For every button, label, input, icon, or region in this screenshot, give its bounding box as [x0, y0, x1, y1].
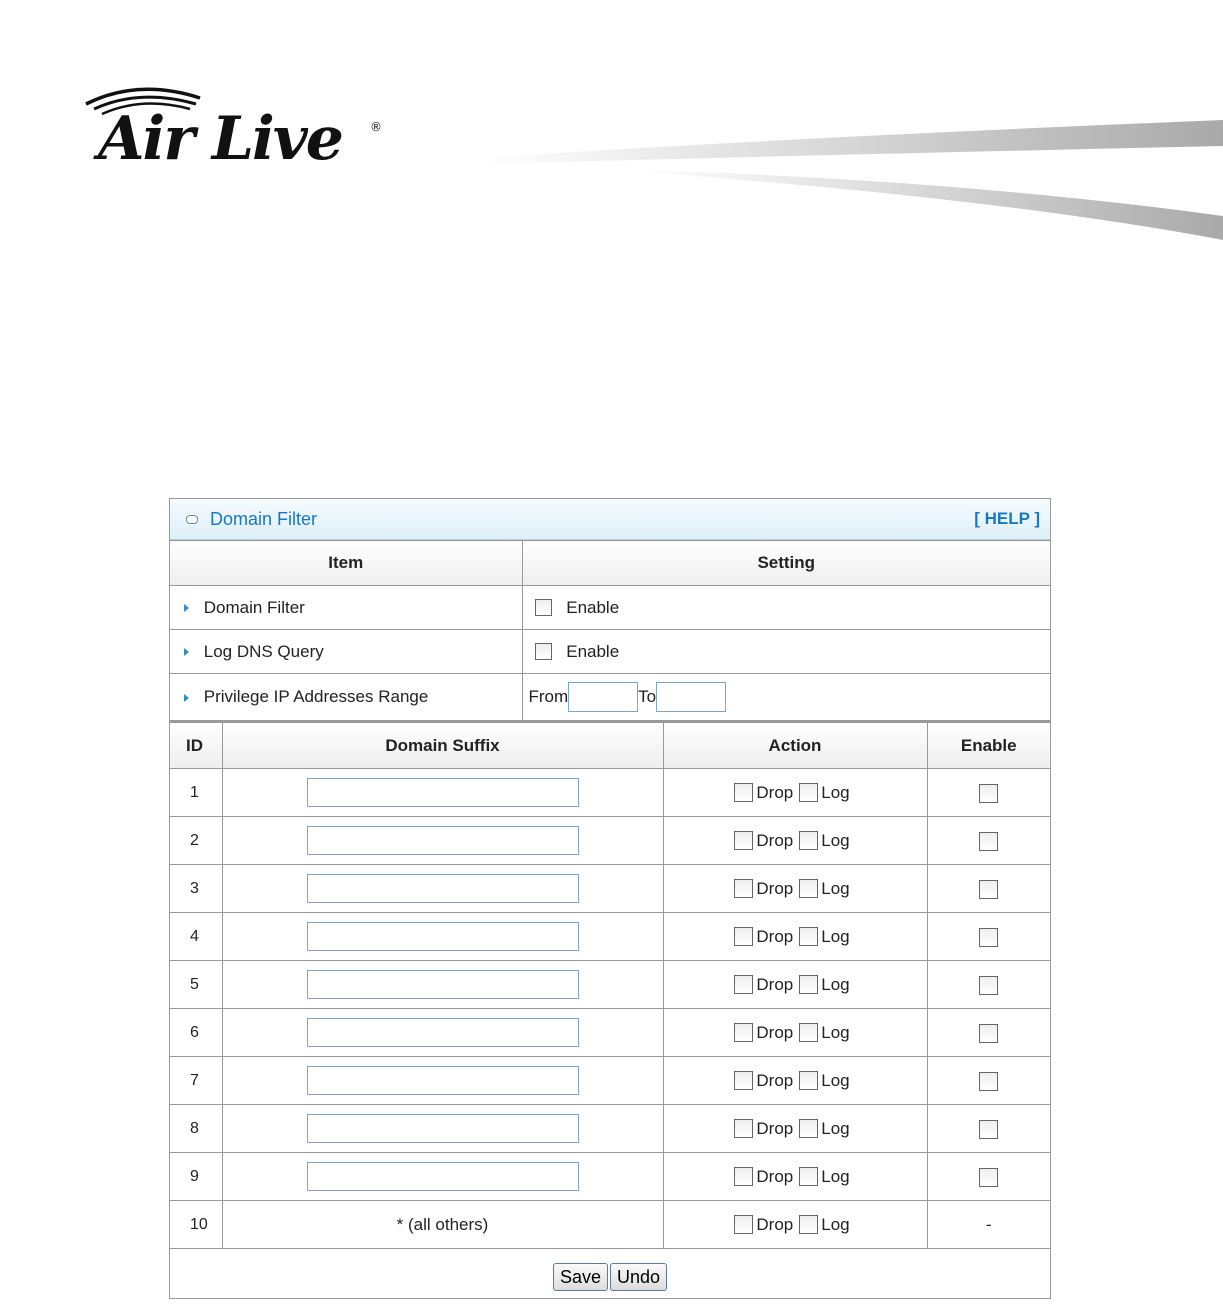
suffix-cell: [222, 1201, 663, 1249]
enable-cell: [927, 1009, 1050, 1057]
suffix-cell: [222, 1009, 663, 1057]
log-label: Log: [821, 1215, 849, 1234]
suffix-cell: [222, 865, 663, 913]
action-cell: [663, 913, 927, 961]
settings-header-row: [170, 541, 1050, 586]
rule-id: 8: [170, 1105, 222, 1153]
enable-cell: [927, 961, 1050, 1009]
domain-suffix-input[interactable]: [307, 922, 579, 951]
domain-filter-panel: [169, 498, 1051, 1299]
domain-filter-row: [170, 586, 1050, 630]
rule-enable-checkbox[interactable]: [979, 832, 998, 851]
arrow-right-icon: [184, 604, 189, 612]
log-dns-query-row: [170, 630, 1050, 674]
panel-title: Domain Filter: [210, 509, 317, 530]
drop-checkbox[interactable]: [734, 783, 753, 802]
log-dns-query-enable-label: Enable: [566, 642, 619, 661]
domain-suffix-input[interactable]: [307, 970, 579, 999]
suffix-cell: [222, 1153, 663, 1201]
log-checkbox[interactable]: [799, 927, 818, 946]
enable-cell: [927, 1105, 1050, 1153]
domain-filter-item: [170, 586, 522, 630]
from-ip-input[interactable]: [568, 682, 638, 712]
rule-id: 4: [170, 913, 222, 961]
drop-label: Drop: [756, 975, 793, 994]
enable-placeholder: -: [986, 1215, 992, 1234]
rule-id: 2: [170, 817, 222, 865]
rule-id: 10: [170, 1201, 222, 1249]
table-row: [170, 913, 1050, 961]
log-checkbox[interactable]: [799, 783, 818, 802]
log-dns-query-label: Log DNS Query: [204, 642, 324, 661]
registered-mark: ®: [370, 120, 382, 134]
domain-suffix-input[interactable]: [307, 1066, 579, 1095]
domain-suffix-input[interactable]: [307, 826, 579, 855]
table-row: [170, 1105, 1050, 1153]
all-others-text: * (all others): [397, 1215, 489, 1234]
domain-filter-enable-checkbox[interactable]: [535, 599, 552, 616]
action-cell: [663, 769, 927, 817]
log-label: Log: [821, 927, 849, 946]
save-button[interactable]: Save: [553, 1263, 608, 1291]
action-cell: [663, 1009, 927, 1057]
id-header: ID: [170, 722, 222, 769]
log-checkbox[interactable]: [799, 1023, 818, 1042]
suffix-cell: [222, 961, 663, 1009]
domain-suffix-input[interactable]: [307, 1018, 579, 1047]
domain-suffix-header: Domain Suffix: [222, 722, 663, 769]
rule-enable-checkbox[interactable]: [979, 784, 998, 803]
drop-checkbox[interactable]: [734, 879, 753, 898]
domain-suffix-input[interactable]: [307, 1114, 579, 1143]
action-cell: [663, 1057, 927, 1105]
suffix-cell: [222, 1057, 663, 1105]
table-row: [170, 1057, 1050, 1105]
drop-label: Drop: [756, 831, 793, 850]
arrow-right-icon: [184, 648, 189, 656]
domain-filter-label: Domain Filter: [204, 598, 305, 617]
enable-cell: [927, 1057, 1050, 1105]
privilege-ip-label: Privilege IP Addresses Range: [204, 687, 429, 706]
rule-id: 7: [170, 1057, 222, 1105]
log-label: Log: [821, 1023, 849, 1042]
log-label: Log: [821, 1119, 849, 1138]
privilege-ip-setting: [522, 674, 1050, 721]
table-row: [170, 769, 1050, 817]
drop-checkbox[interactable]: [734, 831, 753, 850]
help-link[interactable]: [ HELP ]: [974, 509, 1040, 529]
settings-table: [170, 540, 1050, 721]
log-label: Log: [821, 1071, 849, 1090]
domain-suffix-input[interactable]: [307, 1162, 579, 1191]
rule-enable-checkbox[interactable]: [979, 1024, 998, 1043]
table-row: [170, 961, 1050, 1009]
setting-header: Setting: [522, 541, 1050, 586]
log-dns-query-setting: [522, 630, 1050, 674]
rule-enable-checkbox[interactable]: [979, 1120, 998, 1139]
airlive-logo: [78, 82, 398, 182]
privilege-ip-item: [170, 674, 522, 721]
suffix-cell: [222, 769, 663, 817]
bullet-icon: [186, 515, 198, 524]
from-label: From: [529, 687, 569, 706]
log-label: Log: [821, 975, 849, 994]
drop-checkbox[interactable]: [734, 1071, 753, 1090]
log-label: Log: [821, 831, 849, 850]
table-row: [170, 817, 1050, 865]
table-row: [170, 1201, 1050, 1249]
drop-label: Drop: [756, 1023, 793, 1042]
rule-enable-checkbox[interactable]: [979, 976, 998, 995]
header-swoosh-graphic: [480, 110, 1223, 250]
enable-header: Enable: [927, 722, 1050, 769]
panel-header: [170, 499, 1050, 540]
drop-label: Drop: [756, 927, 793, 946]
log-dns-query-item: [170, 630, 522, 674]
domain-suffix-input[interactable]: [307, 778, 579, 807]
action-header: Action: [663, 722, 927, 769]
drop-checkbox[interactable]: [734, 1023, 753, 1042]
action-cell: [663, 1105, 927, 1153]
domain-filter-setting: [522, 586, 1050, 630]
to-label: To: [638, 687, 656, 706]
action-cell: [663, 1201, 927, 1249]
arrow-right-icon: [184, 694, 189, 702]
drop-label: Drop: [756, 783, 793, 802]
to-ip-input[interactable]: [656, 682, 726, 712]
enable-cell: [927, 1201, 1050, 1249]
rule-enable-checkbox[interactable]: [979, 1072, 998, 1091]
item-header: Item: [170, 541, 522, 586]
drop-checkbox[interactable]: [734, 975, 753, 994]
enable-cell: [927, 865, 1050, 913]
enable-cell: [927, 817, 1050, 865]
rule-id: 1: [170, 769, 222, 817]
footer-cell: [170, 1249, 1050, 1305]
drop-label: Drop: [756, 1167, 793, 1186]
drop-checkbox[interactable]: [734, 1119, 753, 1138]
log-checkbox[interactable]: [799, 831, 818, 850]
drop-checkbox[interactable]: [734, 1215, 753, 1234]
rule-id: 3: [170, 865, 222, 913]
action-cell: [663, 1153, 927, 1201]
log-checkbox[interactable]: [799, 879, 818, 898]
log-label: Log: [821, 783, 849, 802]
enable-cell: [927, 769, 1050, 817]
log-checkbox[interactable]: [799, 1071, 818, 1090]
domain-suffix-input[interactable]: [307, 874, 579, 903]
rule-id: 6: [170, 1009, 222, 1057]
rule-enable-checkbox[interactable]: [979, 880, 998, 899]
log-checkbox[interactable]: [799, 1119, 818, 1138]
log-label: Log: [821, 1167, 849, 1186]
domain-rules-table: [170, 721, 1050, 1305]
rule-id: 9: [170, 1153, 222, 1201]
drop-label: Drop: [756, 879, 793, 898]
action-cell: [663, 865, 927, 913]
drop-label: Drop: [756, 1215, 793, 1234]
log-checkbox[interactable]: [799, 1215, 818, 1234]
drop-label: Drop: [756, 1119, 793, 1138]
suffix-cell: [222, 817, 663, 865]
table-row: [170, 1153, 1050, 1201]
log-checkbox[interactable]: [799, 1167, 818, 1186]
log-label: Log: [821, 879, 849, 898]
rule-enable-checkbox[interactable]: [979, 928, 998, 947]
domain-filter-enable-label: Enable: [566, 598, 619, 617]
suffix-cell: [222, 1105, 663, 1153]
suffix-cell: [222, 913, 663, 961]
rules-header-row: [170, 722, 1050, 769]
log-dns-query-enable-checkbox[interactable]: [535, 643, 552, 660]
privilege-ip-row: [170, 674, 1050, 721]
rule-enable-checkbox[interactable]: [979, 1168, 998, 1187]
undo-button[interactable]: Undo: [610, 1263, 667, 1291]
panel-title-group: [186, 509, 317, 530]
rule-id: 5: [170, 961, 222, 1009]
table-row: [170, 1009, 1050, 1057]
drop-label: Drop: [756, 1071, 793, 1090]
table-row: [170, 865, 1050, 913]
enable-cell: [927, 913, 1050, 961]
action-cell: [663, 961, 927, 1009]
drop-checkbox[interactable]: [734, 1167, 753, 1186]
drop-checkbox[interactable]: [734, 927, 753, 946]
enable-cell: [927, 1153, 1050, 1201]
footer-row: [170, 1249, 1050, 1305]
brand-name: Air Live: [98, 104, 342, 174]
action-cell: [663, 817, 927, 865]
log-checkbox[interactable]: [799, 975, 818, 994]
